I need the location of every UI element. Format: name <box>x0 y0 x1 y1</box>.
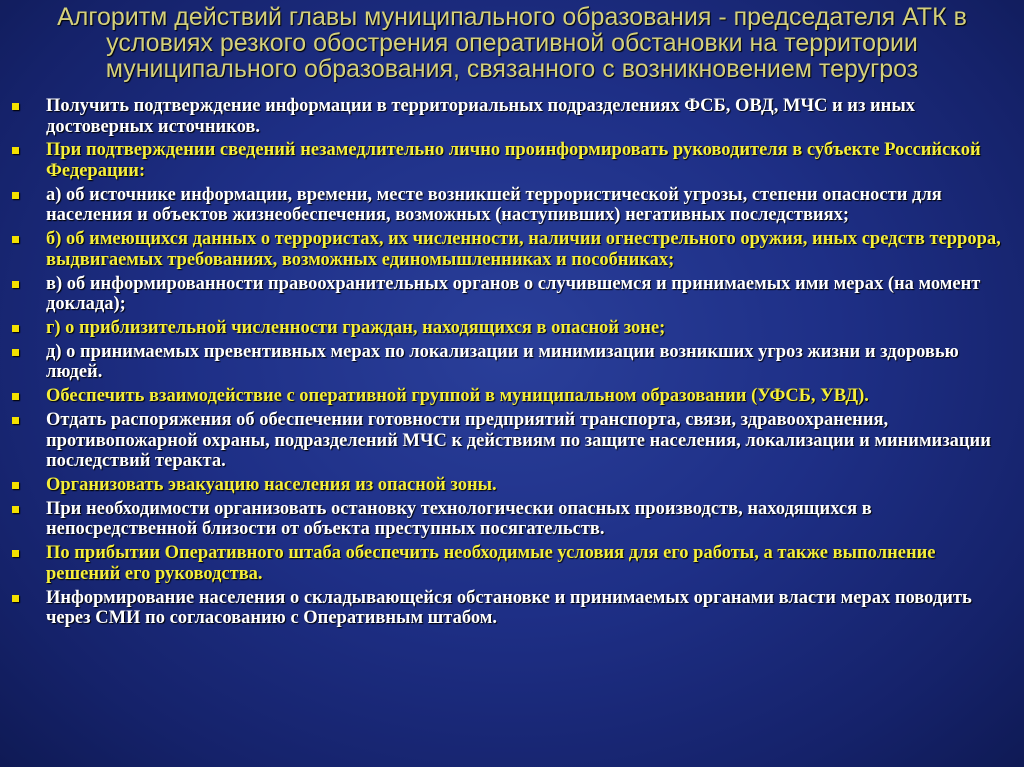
square-bullet-icon <box>12 595 19 602</box>
square-bullet-icon <box>12 281 19 288</box>
square-bullet-icon <box>12 393 19 400</box>
list-item-text: д) о принимаемых превентивных мерах по локализации и минимизации возникших угроз жизни и здоровью людей. <box>46 341 959 383</box>
list-item-text: Получить подтверждение информации в территориальных подразделениях ФСБ, ОВД, МЧС и из иных достоверных источников. <box>46 96 916 137</box>
list-item <box>10 499 1010 540</box>
list-item <box>10 588 1010 629</box>
list-item <box>10 386 1010 407</box>
list-item-text: б) об имеющихся данных о террористах, их численности, наличии огнестрельного оружия, иных средств террора, выдвигаемых требованиях, возможных единомышленниках и пособниках; <box>46 229 1001 270</box>
list-item <box>10 185 1010 226</box>
list-item-text: Обеспечить взаимодействие с оперативной группой в муниципальном образовании (УФСБ, УВД). <box>46 386 869 407</box>
list-item-text: Информирование населения о складывающейся обстановке и принимаемых органами власти мерах поводить через СМИ по согласованию с Оперативным штабом. <box>46 587 972 629</box>
list-item <box>10 318 1010 339</box>
square-bullet-icon <box>12 506 19 513</box>
square-bullet-icon <box>12 417 19 424</box>
square-bullet-icon <box>12 550 19 557</box>
list-item-text: г) о приблизительной численности граждан, находящихся в опасной зоне; <box>46 317 666 338</box>
square-bullet-icon <box>12 147 19 154</box>
list-item <box>10 410 1010 472</box>
list-item-text: При необходимости организовать остановку технологически опасных производств, находящихся в непосредственной близости от объекта преступных посягательств. <box>46 498 872 540</box>
list-item <box>10 229 1010 270</box>
list-item-text: При подтверждении сведений незамедлительно лично проинформировать руководителя в субъекте Российской Федерации: <box>46 140 981 181</box>
action-list <box>10 96 1010 632</box>
list-item <box>10 543 1010 584</box>
square-bullet-icon <box>12 236 19 243</box>
square-bullet-icon <box>12 349 19 356</box>
list-item <box>10 342 1010 383</box>
list-item-text: Организовать эвакуацию населения из опасной зоны. <box>46 475 497 496</box>
list-item <box>10 96 1010 137</box>
list-item-text: По прибытии Оперативного штаба обеспечить необходимые условия для его работы, а также выполнение решений его руководства. <box>46 543 936 584</box>
square-bullet-icon <box>12 482 19 489</box>
list-item-text: а) об источнике информации, времени, месте возникшей террористической угрозы, степени опасности для населения и объектов жизнеобеспечения, возможных (наступивших) негативных последствиях; <box>46 184 942 226</box>
list-item <box>10 140 1010 181</box>
list-item <box>10 475 1010 496</box>
slide-title: Алгоритм действий главы муниципального образования - председателя АТК в условиях резкого обострения оперативной обстановки на территории муниципального образования, связанного с возникновением теругроз <box>57 3 967 83</box>
list-item-text: Отдать распоряжения об обеспечении готовности предприятий транспорта, связи, здравоохранения, противопожарной охраны, подразделений МЧС к действиям по защите населения, локализации и минимизации последствий теракта. <box>46 410 991 472</box>
square-bullet-icon <box>12 103 19 110</box>
square-bullet-icon <box>12 192 19 199</box>
square-bullet-icon <box>12 325 19 332</box>
list-item <box>10 274 1010 315</box>
list-item-text: в) об информированности правоохранительных органов о случившемся и принимаемых ими мерах (на момент доклада); <box>46 273 981 315</box>
